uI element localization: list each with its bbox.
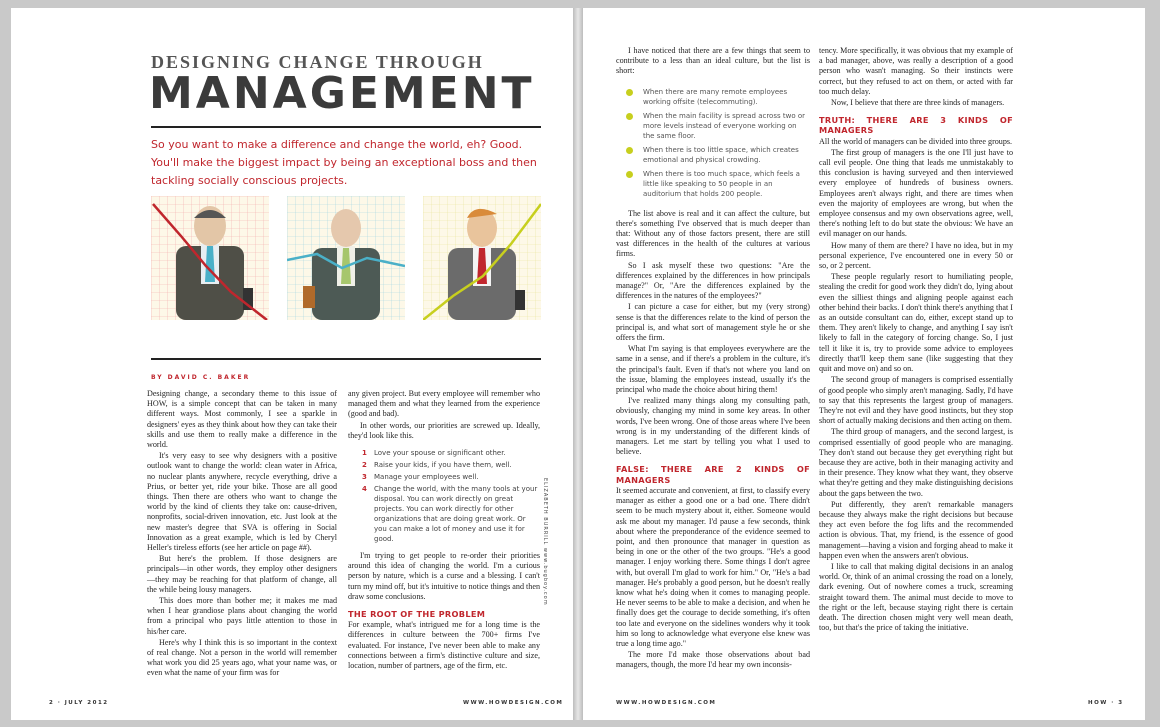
right-page bbox=[583, 8, 1145, 720]
paragraph: These people regularly resort to humiliating people, stealing the credit for good work they didn't do, lying about even the silliest things and aligning people against each other behind their backs. I don't think there's anything that I as an outside consultant can do, either, except stand up to them. They aren't likely to change, and anything I say isn't likely to fall in the category of forcing change. So, I just tell it like it is, try to provide some advice to employees directly that'll keep them sane (like suggesting that they quit and move on) and so on. bbox=[819, 272, 1013, 374]
paragraph: For example, what's intrigued me for a long time is the differences in culture between the 700+ firms I've evaluated. For instance, I've never been able to make any connections between a firm's distinctive culture and size, location, number of partners, age of the firm, etc. bbox=[348, 620, 540, 671]
paragraph: The third group of managers, and the second largest, is comprised essentially of good people who are managing. They don't stand out because they get everything right but because they are active, both in their managing activity and in their presence. They know what they want, they observe what they're getting and they make distinguishing decisions about the gaps between the two. bbox=[819, 427, 1013, 498]
manager-rising-graphic bbox=[423, 196, 541, 320]
priority-text: Manage your employees well. bbox=[374, 473, 479, 482]
paragraph: How many of them are there? I have no idea, but in my personal experience, I've encountered one in every 50 or so, or 2 percent. bbox=[819, 240, 1013, 271]
paragraph: Designing change, a secondary theme to this issue of HOW, is a simple concept that can be taken in many different ways. Most commonly, I see a sparkle in designers' eyes as they think about how they can take their skills and use them to really make a difference in the world. bbox=[147, 389, 337, 450]
paragraph: tency. More specifically, it was obvious that my example of a bad manager, above, was really a description of a good person who wasn't managing. So their instincts were correct, but they refused to act on them, or acted with far too much delay. bbox=[819, 46, 1013, 96]
bullet-item bbox=[626, 111, 810, 141]
priority-item bbox=[362, 472, 540, 482]
headline-rule bbox=[151, 126, 541, 128]
paragraph: The more I'd make those observations about bad managers, though, the more I'd hear my own inconsis- bbox=[616, 650, 810, 670]
paragraph: Here's why I think this is so important in the context of real change. Not a person in the world will remember what work you did 25 years ago, what your name was, or even what the name of your firm was for bbox=[147, 637, 337, 678]
right-column-1 bbox=[616, 46, 810, 672]
manager-flat-graphic bbox=[287, 196, 405, 320]
priorities-list bbox=[362, 448, 540, 544]
manager-illustration-flat bbox=[287, 196, 405, 320]
paragraph: I've realized many things along my consulting path, obviously, changing my mind in some key areas. In other words, I've been wrong. One of those areas where I've been wrong is in my understanding of the different kinds of managers. Let me start by telling you what I used to believe. bbox=[616, 396, 810, 457]
paragraph: It's very easy to see why designers with a positive outlook want to change the world: clean water in Africa, no nuclear plants anywhere, recycle everything, drive a Prius, or better yet, ride your bike. Those are all good things. Then there are others who want to change the world by the kind of clients they take on: cause-driven, nonprofits, social-driven innovation, etc. Just look at the new master's degree that SVA is offering in Social Innovation as a great example, which is led by Cheryl Heller's tireless efforts (see her article on page ##). bbox=[147, 451, 337, 553]
folio-right: HOW · 3 bbox=[1088, 700, 1124, 706]
spine-gutter bbox=[573, 8, 583, 720]
left-page bbox=[11, 8, 573, 720]
headline: MANAGEMENT bbox=[149, 68, 535, 119]
folio-url-left: WWW.HOWDESIGN.COM bbox=[463, 700, 564, 706]
headline-kicker: DESIGNING CHANGE THROUGH bbox=[151, 52, 484, 72]
bullet-item bbox=[626, 87, 810, 107]
right-column-2 bbox=[819, 46, 1013, 634]
priority-text: Love your spouse or significant other. bbox=[374, 449, 506, 458]
paragraph: Put differently, they aren't remarkable managers because they always make the right decisions but because they act even before the fog lifts and the recommended action is obvious. That, my friend, is the essence of good management—having a vision and forging ahead to make it happen even when the answers aren't obvious. bbox=[819, 499, 1013, 560]
paragraph: It seemed accurate and convenient, at first, to classify every manager as either a good one or a bad one. There didn't seem to be much mystery about it, either. Someone would ask me about my manager. I'd pause a few seconds, think about where the preponderance of the evidence seemed to point, and then pronounce that manager in question as being in one or the other of the two groups. "He's a good manager. I enjoy working there. Some things I don't agree with, but overall I'm glad to work for him." Or, "He's a bad manager. He's probably a good person, but he doesn't really know what he's doing when it comes to managing people. He never seems to be able to make a decision, and when he finally does get the courage to decide something, it's often too late and everyone on the sidelines wonders why it took him so long to acknowledge what everyone else knew was true a long time ago." bbox=[616, 485, 810, 648]
priority-number: 2 bbox=[362, 461, 367, 470]
paragraph: All the world of managers can be divided into three groups. bbox=[819, 136, 1013, 146]
bullet-text: When the main facility is spread across two or more levels instead of everyone working on the same floor. bbox=[643, 111, 806, 140]
paragraph: In other words, our priorities are screwed up. Ideally, they'd look like this. bbox=[348, 420, 540, 440]
paragraph: This does more than bother me; it makes me mad when I hear grandiose plans about changing the world from a principal who pays little attention to those in his/her care. bbox=[147, 596, 337, 636]
paragraph: The list above is real and it can affect the culture, but there's something I've observed that is much deeper than that: Without any of those factors present, there are still vast differences in the health of the cultures at various firms. bbox=[616, 208, 810, 259]
bullet-text: When there are many remote employees working offsite (telecommuting). bbox=[643, 87, 788, 106]
manager-illustration-rising bbox=[423, 196, 541, 320]
priority-number: 1 bbox=[362, 449, 367, 458]
bullet-dot-icon bbox=[626, 89, 633, 96]
folio-url-right: WWW.HOWDESIGN.COM bbox=[616, 700, 717, 706]
priority-item bbox=[362, 484, 540, 544]
bullet-item bbox=[626, 169, 810, 199]
bullet-dot-icon bbox=[626, 113, 633, 120]
bullet-item bbox=[626, 145, 810, 165]
paragraph: What I'm saying is that employees everywhere are the same in a sense, and if there's a problem in the culture, it's the principal's fault. Even if that's not where you land on the issue, blaming the employees instead, usually it's the principal who made the choice about hiring them! bbox=[616, 344, 810, 395]
photo-credit: ELIZABETH BURRILL www.bugboy.com bbox=[542, 478, 548, 606]
bullet-dot-icon bbox=[626, 171, 633, 178]
paragraph: I have noticed that there are a few things that seem to contribute to a less than an ideal culture, but the list is short: bbox=[616, 46, 810, 76]
priority-number: 4 bbox=[362, 485, 367, 494]
priority-text: Change the world, with the many tools at your disposal. You can work directly on great projects. You can work directly for other organizations that are doing great work. Or you can make a lot of money and use it for good. bbox=[374, 485, 538, 544]
manager-illustration-declining bbox=[151, 196, 269, 320]
bullet-text: When there is too little space, which creates emotional and physical crowding. bbox=[643, 145, 799, 164]
priority-text: Raise your kids, if you have them, well. bbox=[374, 461, 512, 470]
byline: BY DAVID C. BAKER bbox=[151, 374, 251, 381]
manager-declining-graphic bbox=[151, 196, 269, 320]
paragraph: I like to call that making digital decisions in an analog world. Or, think of an animal crossing the road on a lonely, dark evening. Out of nowhere comes a truck, screaming straight toward them. The animal must decide to move to the right or the left, because staying right there is certain death. The direction chosen might very well mean death, too, but that's the price of taking the initiative. bbox=[819, 561, 1013, 633]
paragraph: any given project. But every employee will remember who managed them and what they learned from the experience (good and bad). bbox=[348, 389, 540, 419]
bullet-dot-icon bbox=[626, 147, 633, 154]
left-column-2 bbox=[348, 389, 540, 672]
left-column-1 bbox=[147, 389, 337, 680]
bullet-text: When there is too much space, which feels a little like speaking to 50 people in an auditorium that holds 200 people. bbox=[643, 169, 800, 198]
paragraph: The first group of managers is the one I'll just have to call evil people. One thing that leads me unmistakably to this conclusion is having surveyed and then interviewed every employee of hundreds of business owners. Employees aren't always right, and there are times when even the majority of employees are wrong, but when the employee consensus and my own observations agree, well, there's nothing left to do but state the obvious: We have an evil manager on our hands. bbox=[819, 147, 1013, 239]
subhead-root-problem: THE ROOT OF THE PROBLEM bbox=[348, 609, 486, 620]
folio-left: 2 · JULY 2012 bbox=[49, 700, 109, 706]
paragraph: But here's the problem. If those designers are principals—in other words, they employ other designers—they may be reaching for that platform of change, all the while being lousy managers. bbox=[147, 554, 337, 594]
subhead-false-two-kinds: FALSE: THERE ARE 2 KINDS OF MANAGERS bbox=[616, 464, 810, 485]
deck: So you want to make a difference and change the world, eh? Good. You'll make the biggest impact by being an exceptional boss and then tackling socially conscious projects. bbox=[151, 138, 537, 187]
paragraph: I can picture a case for either, but my (very strong) sense is that the differences relate to the kind of person the principal is, and what sort of management style he or she offers the firm. bbox=[616, 302, 810, 343]
paragraph: The second group of managers is comprised essentially of good people who simply aren't managing. Sadly, I'd have to say that this represents the largest group of managers. They're not evil and they have good instincts, but they stop short of actually making decisions and then acting on them. bbox=[819, 375, 1013, 426]
priority-item bbox=[362, 460, 540, 470]
byline-rule bbox=[151, 358, 541, 360]
paragraph: I'm trying to get people to re-order their priorities around this idea of changing the world. I'm a curious person by nature, which is a curse and a blessing. I can't turn my mind off, but it's intuitive to notice things and then draw some conclusions. bbox=[348, 551, 540, 601]
priority-number: 3 bbox=[362, 473, 367, 482]
subhead-truth-three-kinds: TRUTH: THERE ARE 3 KINDS OF MANAGERS bbox=[819, 115, 1013, 136]
culture-factors-list bbox=[626, 87, 810, 199]
paragraph: Now, I believe that there are three kinds of managers. bbox=[831, 98, 1005, 108]
priority-item bbox=[362, 448, 540, 458]
paragraph: So I ask myself these two questions: "Are the differences explained by the differences in how principals manage?" Or, "Are the differences explained by the differences in the natures of the employees?" bbox=[616, 260, 810, 301]
